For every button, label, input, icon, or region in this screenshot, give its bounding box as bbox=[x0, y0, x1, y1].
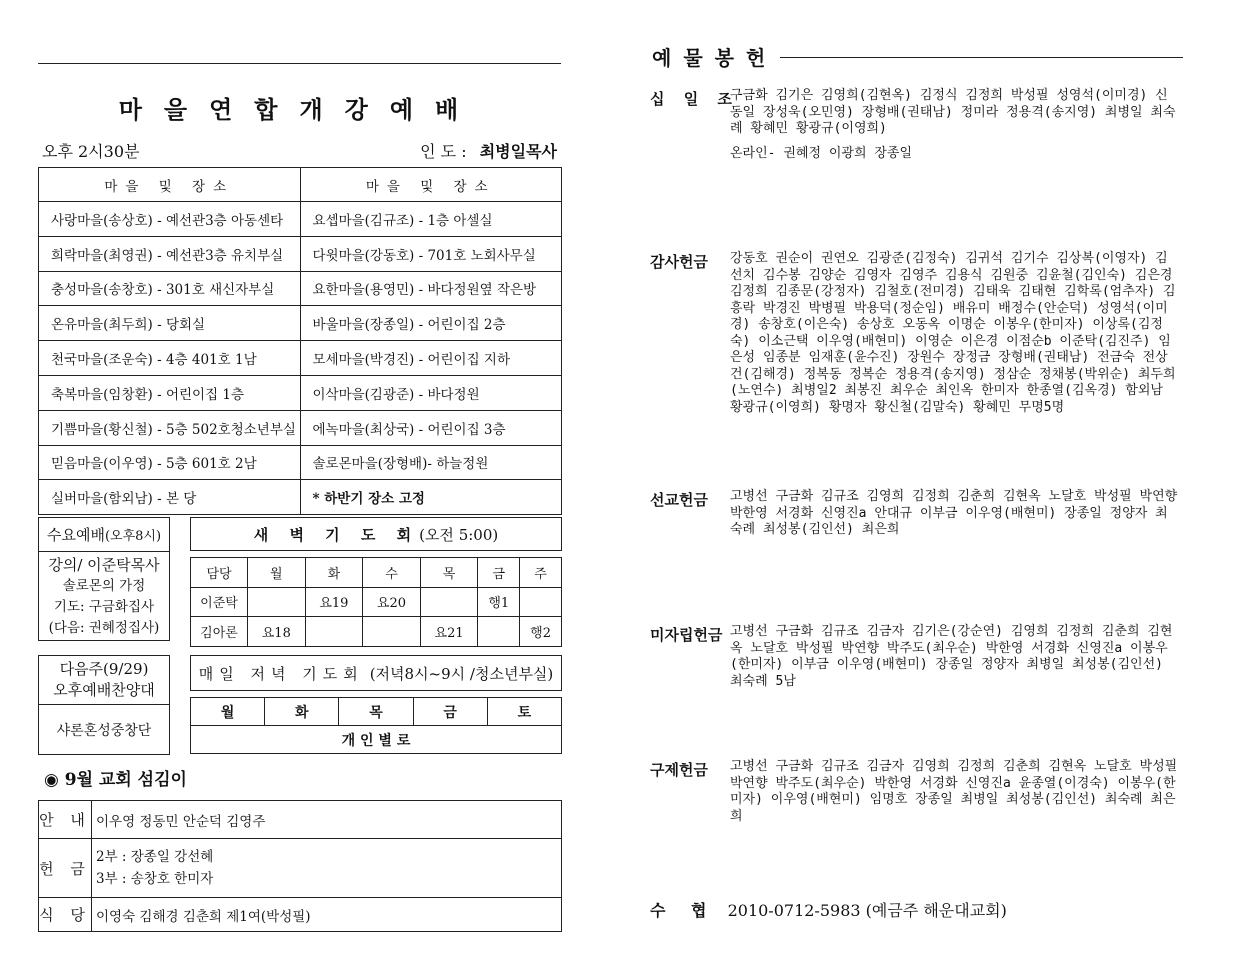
village-cell: 기쁨마을(황신철) - 5층 502호청소년부실 bbox=[39, 410, 301, 445]
evening-day: 월 bbox=[191, 698, 265, 726]
thanks-names: 강동호 권순이 권연오 김광준(김정숙) 김귀석 김기수 김상복(이영자) 김선치 김수봉 김양순 김영자 김영주 김용식 김원중 김윤철(김인숙) 김은경 김정희 김종문(강정자) 김철호(전미경) 김태욱 김태현 김학록(엄추자) 김흥락 박경진 박병필 박용덕(정순임) 배유미 배정수(안순덕) 성영석(이미경) 송창호(이은숙) 송상호 오동옥 이명순 이봉우(한미자) 이상록(김정숙) 이소근택 이우영(배현미) 이영순 이은경 이점순b 이준탁(김진주) 임은성 임종분 임재훈(윤수진) 장원수 장정금 장형배(권태남) 전금숙 전상건(김해경) 정복동 정복순 정용격(송지영) 정삼순 정채봉(박위순) 최두희(노연수) 최병일2 최봉진 최우순 최인옥 한미자 한종열(김옥경) 함외남 황광규(이영희) 황명자 황신철(김말숙) 황혜민 무명5명 bbox=[730, 251, 1176, 415]
dawn-cell bbox=[305, 617, 363, 647]
village-cell: 다윗마을(강동호) - 701호 노회사무실 bbox=[300, 236, 562, 271]
tithe-names: 구금화 김기은 김영희(김현옥) 김정식 김정희 박성필 성영석(이미경) 신동일 장성욱(오민영) 장형배(권태남) 정미라 정용격(송지영) 최병일 최숙례 황혜민 황광규(이영희) bbox=[730, 88, 1176, 136]
dawn-cell: 이준탁 bbox=[191, 587, 248, 617]
lecture-topic: 솔로몬의 가정 bbox=[62, 578, 146, 594]
unready-names: 고병선 구금화 김규조 김금자 김기은(강순연) 김영희 김정희 김춘희 김현옥 노달호 박성필 박연향 박주도(최우순) 박한영 서경화 신영진a 이봉우(한미자) 이부금 이우영(배현미) 장종일 정양자 최병일 최성봉(김인선) 최숙례 5남 bbox=[730, 624, 1173, 689]
evening-day: 금 bbox=[413, 698, 487, 726]
dawn-col-head: 월 bbox=[248, 558, 306, 588]
village-cell: 바울마을(장종일) - 어린이집 2층 bbox=[300, 306, 562, 341]
evening-prayer-title: 매일 저녁 기도회 (저녁8시~9시 /청소년부실) bbox=[190, 655, 562, 691]
dawn-cell bbox=[478, 617, 520, 647]
dawn-cell: 행1 bbox=[478, 587, 520, 617]
dawn-cell: 행2 bbox=[520, 617, 562, 647]
thanks-label: 감사헌금 bbox=[650, 253, 708, 271]
wednesday-body bbox=[39, 552, 169, 639]
servant-label: 식 당 bbox=[39, 898, 92, 932]
dawn-col-head: 금 bbox=[478, 558, 520, 588]
servant-names: 이영숙 김해경 김춘희 제1여(박성필) bbox=[92, 898, 562, 932]
village-header-right: 마을 및 장소 bbox=[300, 168, 562, 202]
mission-names: 고병선 구금화 김규조 김영희 김정희 김춘희 김현옥 노달호 박성필 박연향 박한영 서경화 신영진a 안대규 이부금 이우영(배현미) 장종일 정양자 최숙례 최성봉(김인선) 최은희 bbox=[730, 489, 1178, 537]
wednesday-service-box bbox=[38, 517, 170, 641]
service-time: 오후 2시30분 bbox=[42, 142, 140, 161]
servants-title: ◉ 9월 교회 섬김이 bbox=[44, 770, 187, 790]
tithe-label: 십 일 조 bbox=[650, 90, 739, 108]
page-title: 마을연합개강예배 bbox=[118, 95, 481, 124]
lecturer: 강의/ 이준탁목사 bbox=[48, 556, 160, 574]
prayer-leader: 기도: 구금화집사 bbox=[53, 599, 155, 615]
evening-prayer-table bbox=[190, 697, 562, 754]
dawn-cell bbox=[420, 587, 478, 617]
village-cell: 온유마을(최두희) - 당회실 bbox=[39, 306, 301, 341]
servant-label: 안 내 bbox=[39, 801, 92, 839]
village-cell: 실버마을(함외남) - 본 당 bbox=[39, 480, 301, 515]
dawn-col-head: 주 bbox=[520, 558, 562, 588]
dawn-cell: 요18 bbox=[248, 617, 306, 647]
village-cell: 이삭마을(김광준) - 바다정원 bbox=[300, 375, 562, 410]
village-note: * 하반기 장소 고정 bbox=[300, 480, 562, 515]
village-cell: 충성마을(송창호) - 301호 새신자부실 bbox=[39, 271, 301, 306]
evening-day: 토 bbox=[487, 698, 561, 726]
dawn-cell: 요19 bbox=[305, 587, 363, 617]
village-cell: 사랑마을(송상호) - 예선관3층 아동센타 bbox=[39, 202, 301, 237]
evening-day: 목 bbox=[339, 698, 413, 726]
relief-label: 구제헌금 bbox=[650, 761, 708, 779]
village-cell: 솔로몬마을(장형배)- 하늘정원 bbox=[300, 445, 562, 480]
bank-account bbox=[650, 898, 1007, 921]
village-cell: 믿음마을(이우영) - 5층 601호 2남 bbox=[39, 445, 301, 480]
village-cell: 천국마을(조운숙) - 4층 401호 1남 bbox=[39, 341, 301, 376]
servant-label: 헌 금 bbox=[39, 839, 92, 898]
dawn-cell: 요21 bbox=[420, 617, 478, 647]
servants-table bbox=[38, 800, 562, 932]
dawn-prayer-title: 새 벽 기 도 회 (오전 5:00) bbox=[190, 517, 562, 551]
dawn-cell bbox=[520, 587, 562, 617]
village-header-left: 마을 및 장소 bbox=[39, 168, 301, 202]
village-table bbox=[38, 167, 562, 515]
village-cell: 요셉마을(김규조) - 1층 아셀실 bbox=[300, 202, 562, 237]
dawn-cell: 김아론 bbox=[191, 617, 248, 647]
dawn-cell bbox=[363, 617, 421, 647]
dawn-prayer-table bbox=[190, 557, 562, 647]
dawn-col-head: 화 bbox=[305, 558, 363, 588]
account-holder: (예금주 해운대교회) bbox=[865, 901, 1007, 920]
next-week-head: 다음주(9/29) 오후예배찬양대 bbox=[39, 656, 169, 705]
village-cell: 축복마을(임창환) - 어린이집 1층 bbox=[39, 375, 301, 410]
online-names: 온라인- 권혜정 이광희 장종일 bbox=[730, 146, 913, 161]
servant-names: 2부 : 장종일 강선혜 3부 : 송창호 한미자 bbox=[92, 839, 562, 898]
offering-rule bbox=[780, 57, 1183, 58]
village-cell: 모세마을(박경진) - 어린이집 지하 bbox=[300, 341, 562, 376]
village-cell: 요한마을(용영민) - 바다정원옆 작은방 bbox=[300, 271, 562, 306]
account-number: 2010-0712-5983 bbox=[727, 901, 861, 920]
bank-label: 수 협 bbox=[650, 901, 717, 920]
leader-name: 최병일목사 bbox=[479, 142, 557, 161]
top-rule bbox=[38, 63, 561, 64]
dawn-col-head: 담당 bbox=[191, 558, 248, 588]
relief-names: 고병선 구금화 김규조 김금자 김영희 김정희 김춘희 김현옥 노달호 박성필 박연향 박주도(최우순) 박한영 서경화 신영진a 윤종열(이경숙) 이봉우(한미자) 이우영(배현미) 임명호 장종일 최병일 최성봉(김인선) 최숙례 최은희 bbox=[730, 759, 1178, 824]
mission-label: 선교헌금 bbox=[650, 491, 708, 509]
dawn-col-head: 수 bbox=[363, 558, 421, 588]
leader-info: 인 도 : 최병일목사 bbox=[420, 142, 557, 161]
village-cell: 에녹마을(최상국) - 어린이집 3층 bbox=[300, 410, 562, 445]
dawn-col-head: 목 bbox=[420, 558, 478, 588]
village-cell: 희락마을(최영권) - 예선관3층 유치부실 bbox=[39, 236, 301, 271]
dawn-cell bbox=[248, 587, 306, 617]
wednesday-head: 수요예배 (오후8시) bbox=[39, 518, 169, 552]
evening-note: 개 인 별 로 bbox=[191, 726, 562, 754]
dawn-cell: 요20 bbox=[363, 587, 421, 617]
evening-day: 화 bbox=[265, 698, 339, 726]
time-leader-row bbox=[42, 139, 561, 162]
choir-name: 샤론혼성중창단 bbox=[56, 723, 152, 739]
next-week-box bbox=[38, 655, 170, 755]
next-prayer-leader: (다음: 권혜정집사) bbox=[48, 620, 160, 636]
unready-label: 미자립헌금 bbox=[650, 626, 723, 644]
servant-names: 이우영 정동민 안순덕 김영주 bbox=[92, 801, 562, 839]
offering-title: 예물봉헌 bbox=[652, 46, 778, 70]
